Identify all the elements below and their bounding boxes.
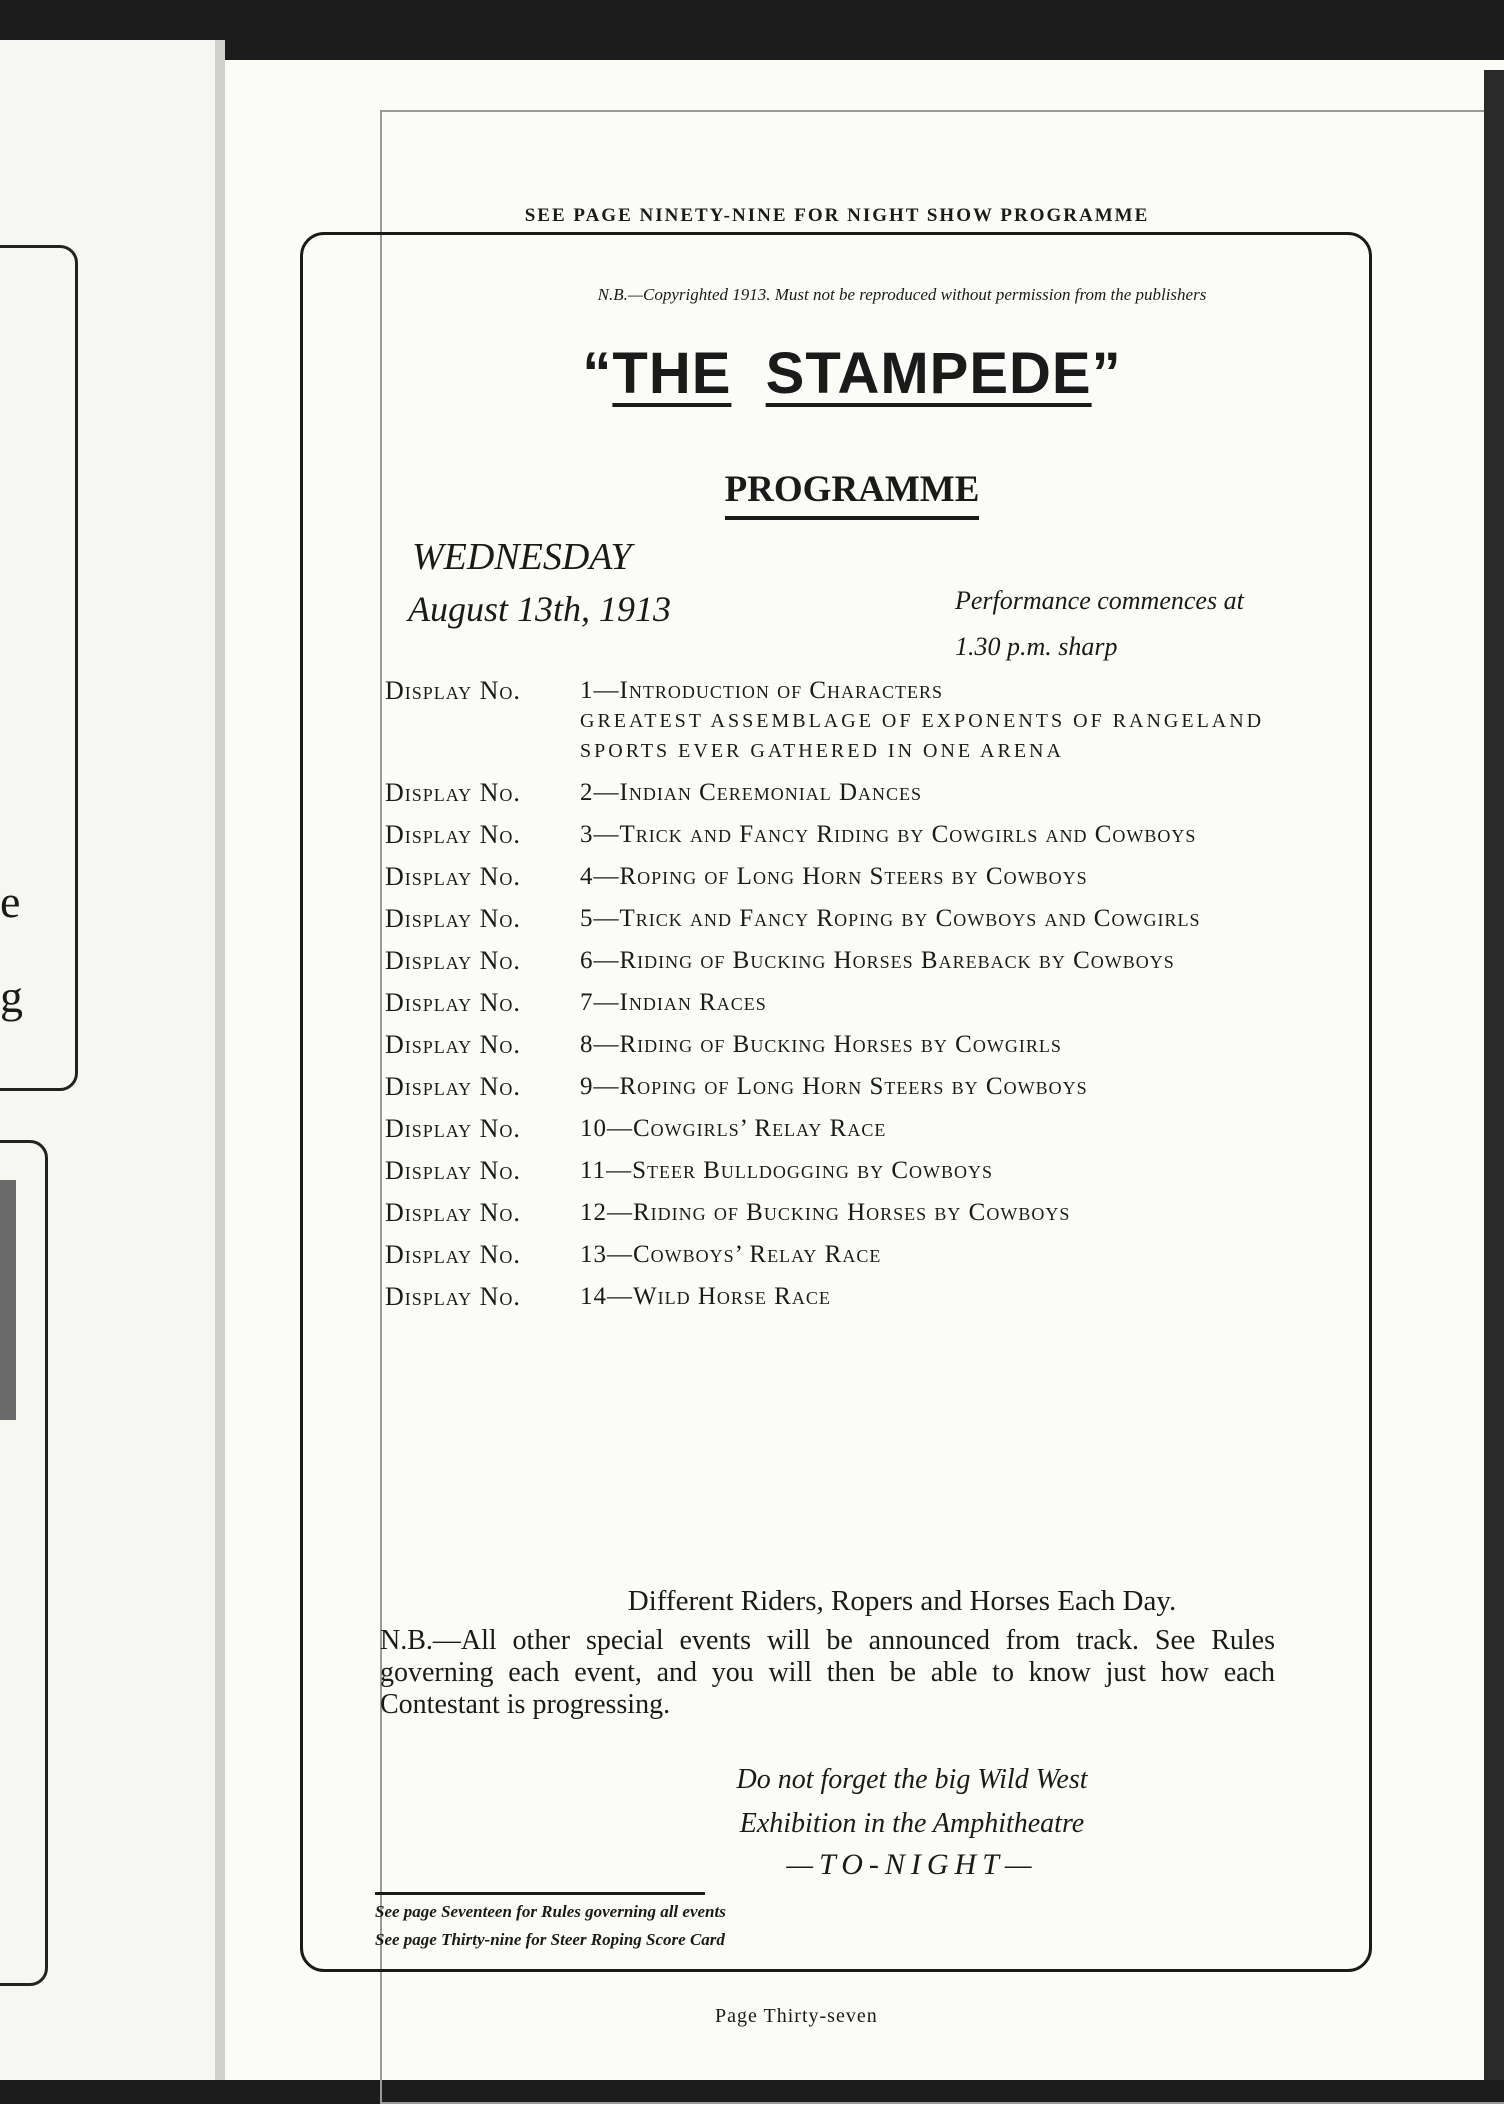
display-title: 9—Roping of Long Horn Steers by Cowboys bbox=[580, 1073, 1088, 1100]
tonight-label: —TO-NIGHT— bbox=[786, 1848, 1038, 1881]
display-title: 14—Wild Horse Race bbox=[580, 1283, 831, 1310]
weekday: WEDNESDAY bbox=[412, 536, 632, 578]
night-show-note: SEE PAGE NINETY-NINE FOR NIGHT SHOW PROGRAMME bbox=[524, 205, 1150, 226]
copyright-notice: N.B.—Copyrighted 1913. Must not be reproduced without permission from the publishers bbox=[597, 285, 1207, 304]
page-title bbox=[0, 340, 1504, 407]
display-item bbox=[385, 778, 1300, 808]
display-title: 10—Cowgirls’ Relay Race bbox=[580, 1115, 887, 1142]
display-label: Display No. bbox=[385, 820, 521, 849]
wild-west-note-line1: Do not forget the big Wild West bbox=[736, 1764, 1088, 1795]
nb-paragraph: N.B.—All other special events will be announced from track. See Rules governing each event, and you will then be able to know just how each Contestant is progressing. bbox=[380, 1625, 1275, 1720]
footnote-rule bbox=[375, 1892, 705, 1895]
page-number: Page Thirty-seven bbox=[715, 2005, 878, 2027]
display-label: Display No. bbox=[385, 1114, 521, 1143]
display-title: 6—Riding of Bucking Horses Bareback by Cowboys bbox=[580, 947, 1175, 974]
display-title: 7—Indian Races bbox=[580, 989, 767, 1016]
display-label: Display No. bbox=[385, 676, 521, 705]
display-label: Display No. bbox=[385, 778, 521, 807]
programme-label: PROGRAMME bbox=[725, 469, 980, 520]
display-label: Display No. bbox=[385, 946, 521, 975]
footnote-score-card: See page Thirty-nine for Steer Roping Score Card bbox=[375, 1930, 725, 1949]
title-close-quote: ” bbox=[1091, 341, 1122, 406]
display-item bbox=[385, 820, 1300, 850]
display-item bbox=[385, 862, 1300, 892]
event-date: August 13th, 1913 bbox=[408, 589, 672, 629]
display-title: 8—Riding of Bucking Horses by Cowgirls bbox=[580, 1031, 1062, 1058]
display-label: Display No. bbox=[385, 988, 521, 1017]
title-open-quote: “ bbox=[582, 341, 613, 406]
display-title: 12—Riding of Bucking Horses by Cowboys bbox=[580, 1199, 1071, 1226]
display-label: Display No. bbox=[385, 862, 521, 891]
display-title: 5—Trick and Fancy Roping by Cowboys and Cowgirls bbox=[580, 905, 1201, 932]
wild-west-note-line2: Exhibition in the Amphitheatre bbox=[739, 1808, 1085, 1839]
left-page-fragment: g bbox=[0, 971, 23, 1022]
display-item bbox=[385, 1030, 1300, 1060]
display-label: Display No. bbox=[385, 1156, 521, 1185]
display-title: 3—Trick and Fancy Riding by Cowgirls and Cowboys bbox=[580, 821, 1197, 848]
title-word-stampede: STAMPEDE bbox=[765, 341, 1092, 406]
display-label: Display No. bbox=[385, 1240, 521, 1269]
display-title-text: 1—Introduction of Characters bbox=[580, 677, 944, 704]
footnote-rules: See page Seventeen for Rules governing all events bbox=[375, 1902, 726, 1921]
display-label: Display No. bbox=[385, 1282, 521, 1311]
performance-time-line1: Performance commences at bbox=[955, 586, 1244, 615]
display-item bbox=[385, 1198, 1300, 1228]
display-subtitle: GREATEST ASSEMBLAGE OF EXPONENTS OF RANGELAND SPORTS EVER GATHERED IN ONE ARENA bbox=[580, 710, 1265, 762]
performance-time-line2: 1.30 p.m. sharp bbox=[955, 632, 1118, 661]
display-title: 4—Roping of Long Horn Steers by Cowboys bbox=[580, 863, 1088, 890]
display-item bbox=[385, 676, 1300, 766]
display-label: Display No. bbox=[385, 1198, 521, 1227]
display-list bbox=[385, 676, 1300, 1324]
display-label: Display No. bbox=[385, 1072, 521, 1101]
left-page-photo-edge bbox=[0, 1180, 16, 1420]
display-label: Display No. bbox=[385, 1030, 521, 1059]
display-item bbox=[385, 988, 1300, 1018]
programme-heading bbox=[0, 468, 1504, 511]
display-title: 11—Steer Bulldogging by Cowboys bbox=[580, 1157, 994, 1184]
display-item bbox=[385, 946, 1300, 976]
display-title: 13—Cowboys’ Relay Race bbox=[580, 1241, 882, 1268]
left-page-fragment: e bbox=[0, 876, 21, 927]
display-item bbox=[385, 1072, 1300, 1102]
title-word-the: THE bbox=[612, 341, 732, 406]
display-item bbox=[385, 1156, 1300, 1186]
display-title: 2—Indian Ceremonial Dances bbox=[580, 779, 923, 806]
display-item bbox=[385, 1114, 1300, 1144]
display-item bbox=[385, 904, 1300, 934]
display-title bbox=[580, 676, 1300, 766]
display-label: Display No. bbox=[385, 904, 521, 933]
display-item bbox=[385, 1282, 1300, 1312]
display-item bbox=[385, 1240, 1300, 1270]
different-riders-note: Different Riders, Ropers and Horses Each Day. bbox=[627, 1585, 1177, 1617]
